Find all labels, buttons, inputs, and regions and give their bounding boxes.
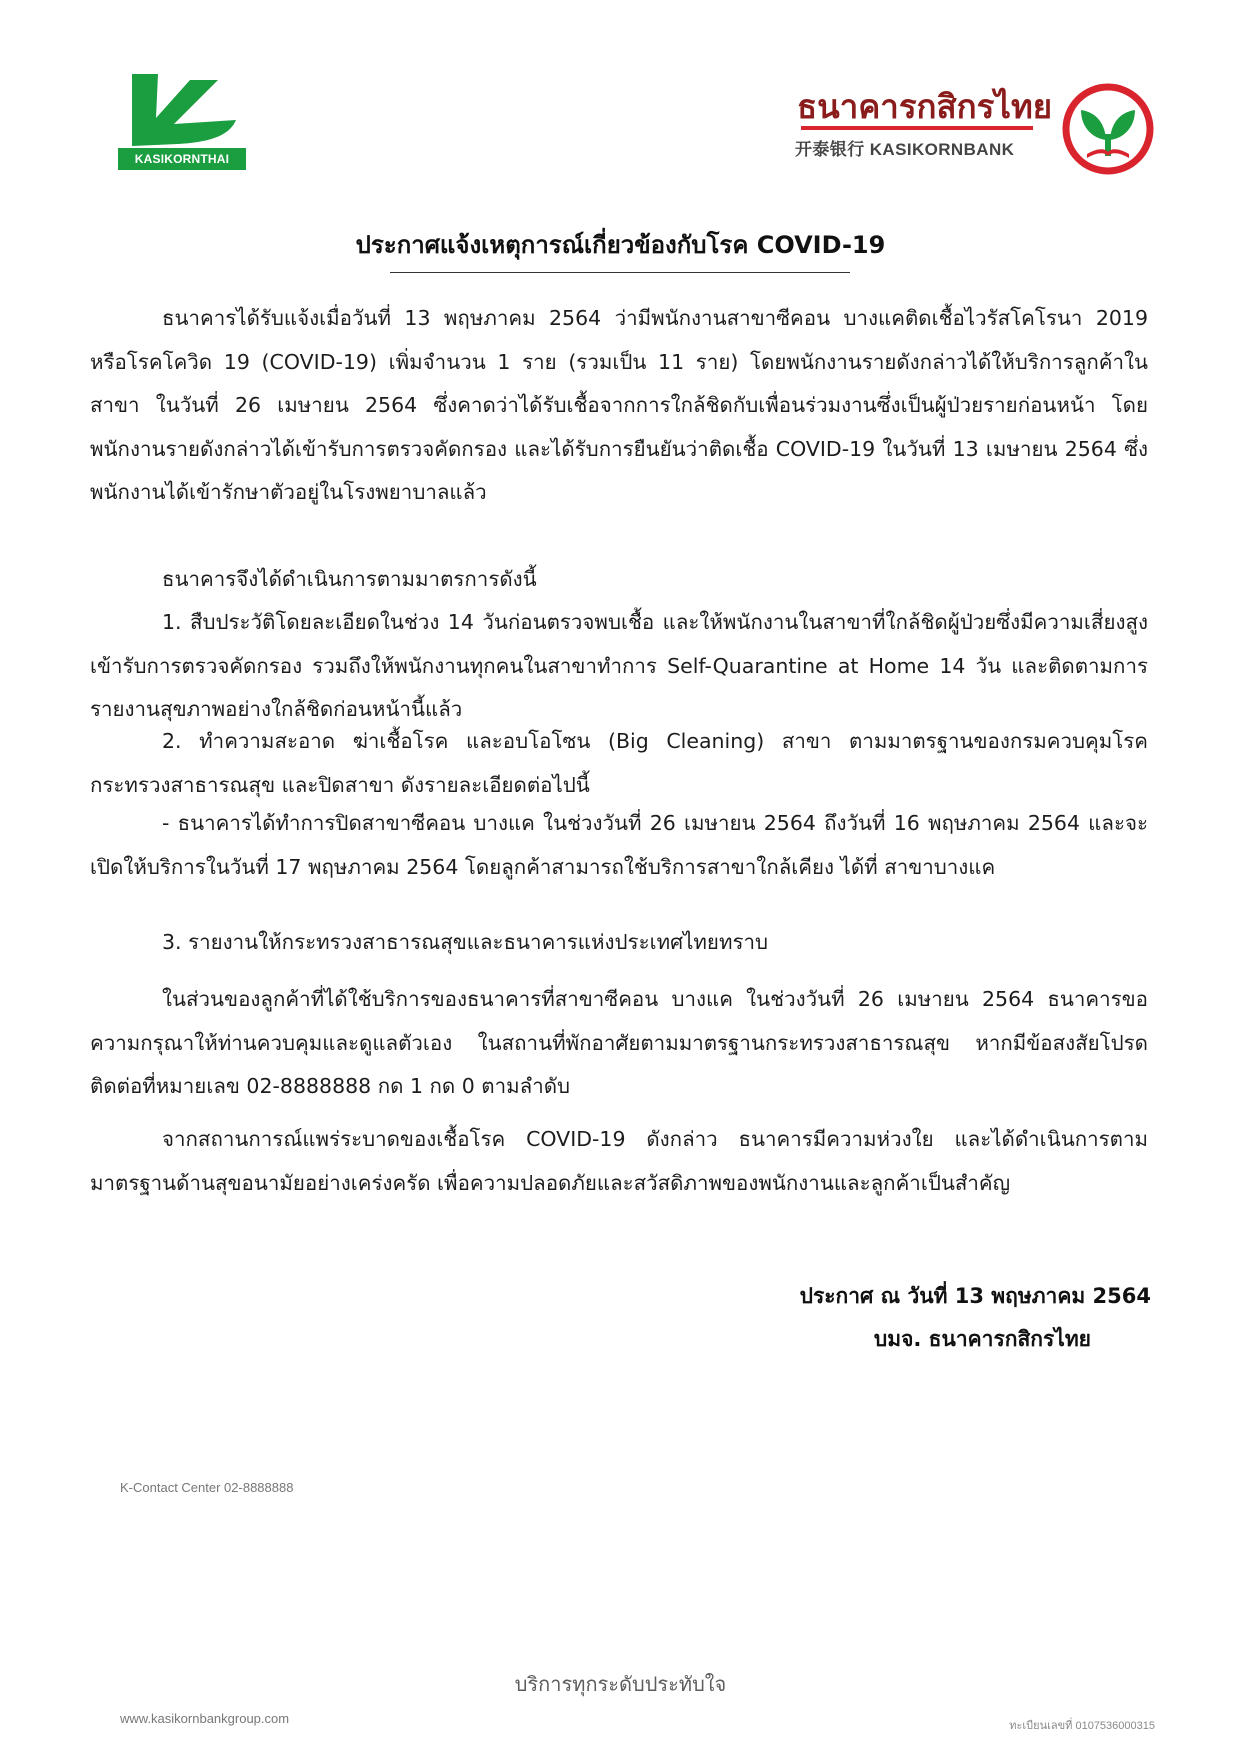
paragraph-closing: จากสถานการณ์แพร่ระบาดของเชื้อโรค COVID-19 ดังกล่าว ธนาคารมีความห่วงใย และได้ดำเนินการตามมาตรฐานด้านสุขอนามัยอย่างเคร่งครัด เพื่อความปลอดภัยและสวัสดิภาพของพนักงานและลูกค้าเป็นสำคัญ xyxy=(90,1127,1148,1195)
kasikornbank-logo xyxy=(785,80,1165,180)
measure-item-1: 1. สืบประวัติโดยละเอียดในช่วง 14 วันก่อนตรวจพบเชื้อ และให้พนักงานในสาขาที่ใกล้ชิดผู้ป่วยซึ่งมีความเสี่ยงสูงเข้ารับการตรวจคัดกรอง รวมถึงให้พนักงานทุกคนในสาขาทำการ Self-Quarantine at Home 14 วัน และติดตามการรายงานสุขภาพอย่างใกล้ชิดก่อนหน้านี้แล้ว xyxy=(90,610,1148,721)
paragraph-customers: ในส่วนของลูกค้าที่ได้ใช้บริการของธนาคารที่สาขาซีคอน บางแค ในช่วงวันที่ 26 เมษายน 2564 ธนาคารขอความกรุณาให้ท่านควบคุมและดูแลตัวเอง ในสถานที่พักอาศัยตามมาตรฐานกระทรวงสาธารณสุข หากมีข้อสงสัยโปรดติดต่อที่หมายเลข 02-8888888 กด 1 กด 0 ตามลำดับ xyxy=(90,987,1148,1098)
footer-slogan: บริการทุกระดับประทับใจ xyxy=(514,1672,727,1696)
k-logo-icon xyxy=(118,72,246,150)
measure-item-3: 3. รายงานให้กระทรวงสาธารณสุขและธนาคารแห่งประเทศไทยทราบ xyxy=(162,930,768,954)
company-name: บมจ. ธนาคารกสิกรไทย xyxy=(873,1327,1091,1351)
title-divider xyxy=(390,272,850,273)
measure-item-2-detail: - ธนาคารได้ทำการปิดสาขาซีคอน บางแค ในช่วงวันที่ 26 เมษายน 2564 ถึงวันที่ 16 พฤษภาคม 2564 และจะเปิดให้บริการในวันที่ 17 พฤษภาคม 2564 โดยลูกค้าสามารถใช้บริการสาขาใกล้เคียง ได้ที่ สาขาบางแค xyxy=(90,811,1148,879)
footer-contact-center: K-Contact Center 02-8888888 xyxy=(120,1480,294,1495)
kasikornthai-logo xyxy=(118,72,246,170)
footer-website: www.kasikornbankgroup.com xyxy=(120,1711,290,1726)
page-title: ประกาศแจ้งเหตุการณ์เกี่ยวข้องกับโรค COVID-19 xyxy=(355,231,886,259)
paragraph-measures-intro: ธนาคารจึงได้ดำเนินการตามมาตรการดังนี้ xyxy=(162,567,537,591)
paragraph-incident: ธนาคารได้รับแจ้งเมื่อวันที่ 13 พฤษภาคม 2564 ว่ามีพนักงานสาขาซีคอน บางแคติดเชื้อไวรัสโคโรนา 2019 หรือโรคโควิด 19 (COVID-19) เพิ่มจำนวน 1 ราย (รวมเป็น 11 ราย) โดยพนักงานรายดังกล่าวได้ให้บริการลูกค้าในสาขา ในวันที่ 26 เมษายน 2564 ซึ่งคาดว่าได้รับเชื้อจากการใกล้ชิดกับเพื่อนร่วมงานซึ่งเป็นผู้ป่วยรายก่อนหน้า โดยพนักงานรายดังกล่าวได้เข้ารับการตรวจคัดกรอง และได้รับการยืนยันว่าติดเชื้อ COVID-19 ในวันที่ 13 เมษายน 2564 ซึ่งพนักงานได้เข้ารักษาตัวอยู่ในโรงพยาบาลแล้ว xyxy=(90,306,1148,504)
bank-name-thai: ธนาคารกสิกรไทย xyxy=(797,88,1053,125)
measure-item-2: 2. ทำความสะอาด ฆ่าเชื้อโรค และอบโอโซน (Big Cleaning) สาขา ตามมาตรฐานของกรมควบคุมโรค กระทรวงสาธารณสุข และปิดสาขา ดังรายละเอียดต่อไปนี้ xyxy=(90,729,1148,797)
logo-rule xyxy=(801,126,1033,130)
footer-registration: ทะเบียนเลขที่ 0107536000315 xyxy=(1009,1720,1155,1732)
kbank-emblem-icon xyxy=(1061,82,1155,176)
bank-name-english: 开泰银行 KASIKORNBANK xyxy=(795,140,1015,159)
announcement-date: ประกาศ ณ วันที่ 13 พฤษภาคม 2564 xyxy=(799,1284,1151,1308)
kasikornthai-label: KASIKORNTHAI xyxy=(118,148,246,170)
